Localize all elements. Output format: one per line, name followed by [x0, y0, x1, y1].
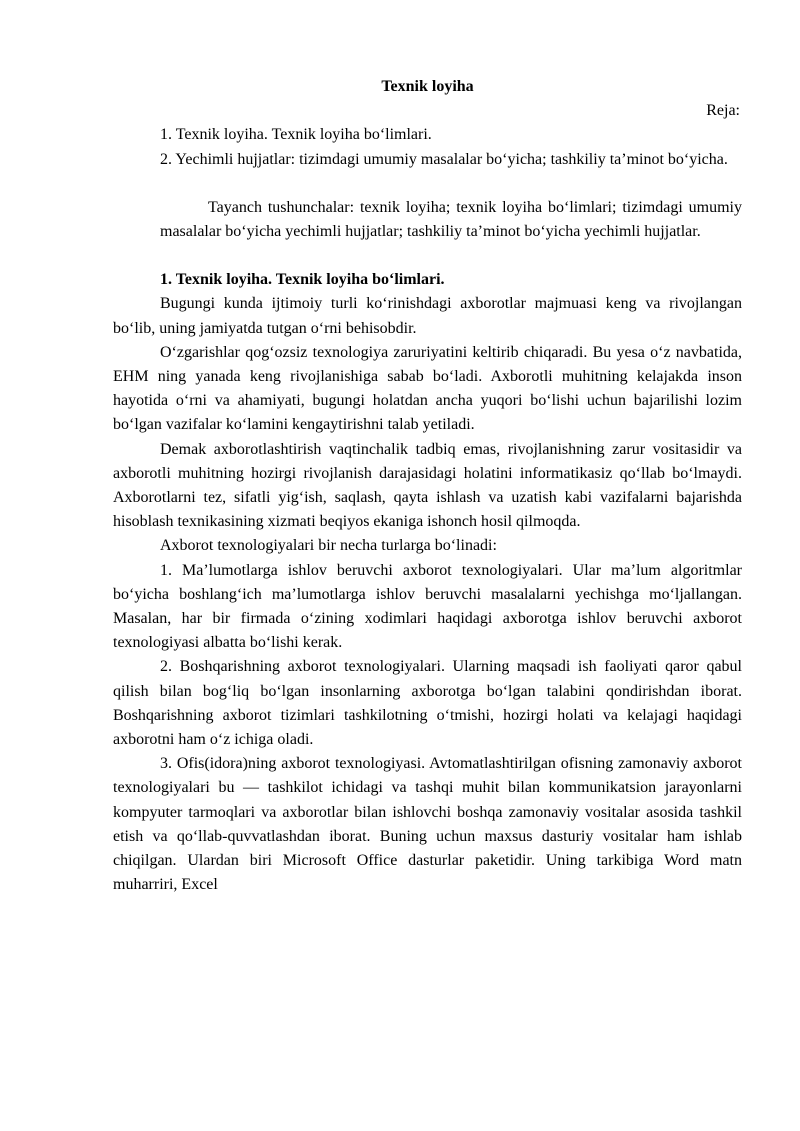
spacer: [113, 172, 742, 196]
plan-item: 2. Yechimli hujjatlar: tizimdagi umumiy masalalar bo‘yicha; tashkiliy ta’minot bo‘yicha.: [160, 150, 728, 168]
body-paragraph: 2. Boshqarishning axborot texnologiyalari. Ularning maqsadi ish faoliyati qaror qabul qilish bilan bog‘liq bo‘lgan insonlarning axborotga bo‘lgan talabini qondirishdan iborat. Boshqarishning axborot tizimlari tashkilotning o‘tmishi, hozirgi holati va kelajagi haqidagi axborotni ham o‘z ichiga oladi.: [113, 658, 742, 749]
plan-item: 1. Texnik loyiha. Texnik loyiha bo‘limlari.: [160, 126, 432, 144]
body-paragraph: Demak axborotlashtirish vaqtinchalik tadbiq emas, rivojlanishning zarur vositasidir va axborotli muhitning hozirgi rivojlanish darajasidagi holatini informatikasiz qo‘llab bo‘lmaydi. Axborotlarni tez, sifatli yig‘ish, saqlash, qayta ishlash va uzatish kabi vazifalarni bajarishda hisoblash texnikasining xizmati beqiyos ekaniga ishonch hosil qilmoqda.: [113, 440, 742, 531]
document-title: Texnik loyiha: [381, 78, 474, 95]
key-concepts: Tayanch tushunchalar: texnik loyiha; texnik loyiha bo‘limlari; tizimdagi umumiy masalalar bo‘yicha yechimli hujjatlar; tashkiliy ta’minot bo‘yicha yechimli hujjatlar.: [160, 198, 742, 241]
plan-label: Reja:: [706, 102, 740, 120]
body-paragraph: O‘zgarishlar qog‘ozsiz texnologiya zaruriyatini keltirib chiqaradi. Bu yesa o‘z navbatida, EHM ning yanada keng rivojlanishiga sabab bo‘ladi. Axborotli muhitning kelajakda inson hayotida o‘rni va ahamiyati, bugungi holatdan ancha yuqori bo‘lishi uchun bajarilishi lozim bo‘lgan vazifalar ko‘lamini kengaytirishni talab yetiladi.: [113, 343, 742, 434]
document-page: [113, 75, 742, 898]
spacer: [113, 244, 742, 268]
body-paragraph: Bugungi kunda ijtimoiy turli ko‘rinishdagi axborotlar majmuasi keng va rivojlangan bo‘lib, uning jamiyatda tutgan o‘rni behisobdir.: [113, 295, 742, 337]
body-paragraph: 3. Ofis(idora)ning axborot texnologiyasi. Avtomatlashtirilgan ofisning zamonaviy axborot texnologiyalari bu — tashkilot ichidagi va tashqi muhit bilan kommunikatsion jarayonlarni kompyuter tarmoqlari va axborotlar bilan ishlovchi boshqa zamonaviy vositalar asosida tashkil etish va qo‘llab-quvvatlashdan iborat. Buning uchun maxsus dasturiy vositalar ham ishlab chiqilgan. Ulardan biri Microsoft Office dasturlar paketidir. Uning tarkibiga Word matn muharriri, Excel: [113, 755, 742, 894]
body-paragraph: 1. Ma’lumotlarga ishlov beruvchi axborot texnologiyalari. Ular ma’lum algoritmlar bo‘yicha boshlang‘ich ma’lumotlarga ishlov beruvchi masalalarni yechishga mo‘ljallangan. Masalan, har bir firmada o‘zining xodimlari haqidagi axborotga ishlov beruvchi axborot texnologiyasi albatta bo‘lishi kerak.: [113, 561, 742, 652]
body-paragraph: Axborot texnologiyalari bir necha turlarga bo‘linadi:: [160, 537, 497, 555]
section-heading: 1. Texnik loyiha. Texnik loyiha bo‘limlari.: [160, 271, 445, 289]
